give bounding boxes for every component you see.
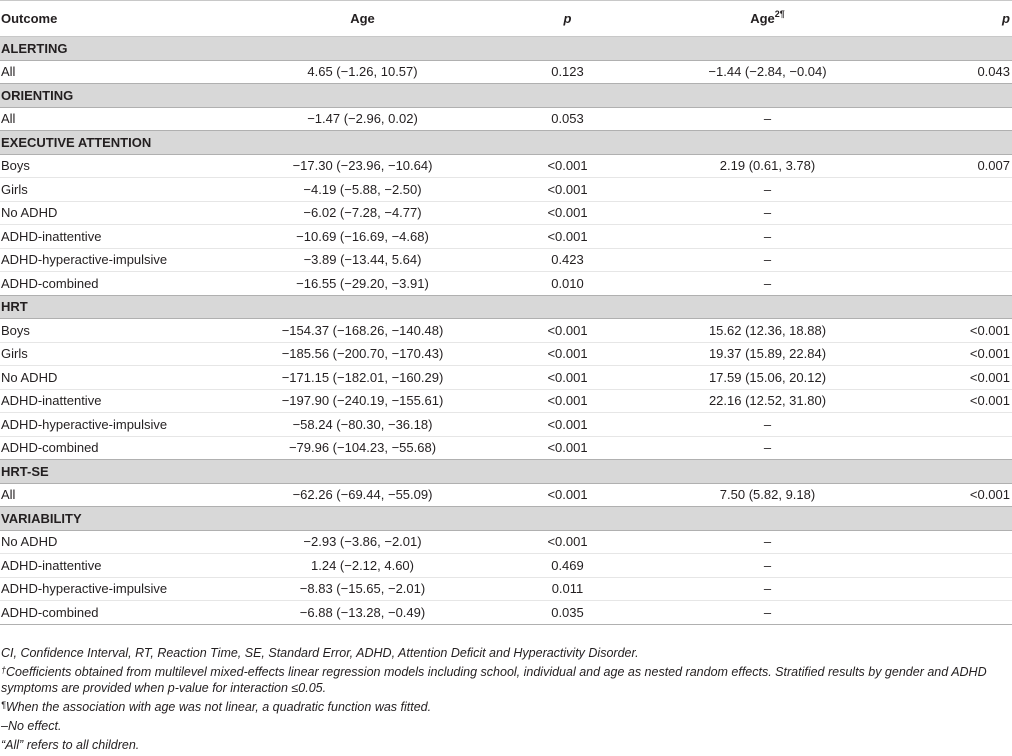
row-label: ADHD-hyperactive-impulsive <box>0 577 212 601</box>
header-age2-superscript: 2¶ <box>774 9 785 19</box>
footnote-text: CI, Confidence Interval, RT, Reaction Time, SE, Standard Error, ADHD, Attention Deficit and Hyperactivity Disorder. <box>1 646 639 660</box>
footnote <box>1 645 1009 661</box>
age-squared-coefficient: – <box>622 554 912 578</box>
age-squared-p-value <box>912 577 1012 601</box>
section-header-row <box>0 295 1012 319</box>
age-squared-coefficient: – <box>622 577 912 601</box>
age-p-value: <0.001 <box>512 389 622 413</box>
age-coefficient: −197.90 (−240.19, −155.61) <box>212 389 512 413</box>
age-p-value: <0.001 <box>512 483 622 507</box>
age-p-value: <0.001 <box>512 530 622 554</box>
age-p-value: 0.053 <box>512 107 622 131</box>
age-squared-p-value <box>912 554 1012 578</box>
row-label: ADHD-inattentive <box>0 389 212 413</box>
age-squared-coefficient: 2.19 (0.61, 3.78) <box>622 154 912 178</box>
table-row <box>0 225 1012 249</box>
age-p-value: 0.011 <box>512 577 622 601</box>
footnote-text: When the association with age was not linear, a quadratic function was fitted. <box>5 700 432 714</box>
age-p-value: <0.001 <box>512 436 622 460</box>
row-label: Girls <box>0 178 212 202</box>
section-title: HRT <box>0 295 1012 319</box>
age-squared-coefficient: 17.59 (15.06, 20.12) <box>622 366 912 390</box>
section-title: ORIENTING <box>0 84 1012 108</box>
age-p-value: <0.001 <box>512 154 622 178</box>
table-footnotes <box>1 645 1009 756</box>
table-row <box>0 483 1012 507</box>
age-coefficient: −185.56 (−200.70, −170.43) <box>212 342 512 366</box>
age-coefficient: −10.69 (−16.69, −4.68) <box>212 225 512 249</box>
section-header-row <box>0 131 1012 155</box>
table-row <box>0 342 1012 366</box>
row-label: Boys <box>0 154 212 178</box>
row-label: No ADHD <box>0 366 212 390</box>
table-row <box>0 107 1012 131</box>
row-label: All <box>0 107 212 131</box>
header-outcome: Outcome <box>0 1 212 37</box>
age-squared-p-value <box>912 601 1012 625</box>
row-label: ADHD-combined <box>0 272 212 296</box>
table-body <box>0 37 1012 625</box>
age-squared-coefficient: – <box>622 530 912 554</box>
table-row <box>0 201 1012 225</box>
age-coefficient: −2.93 (−3.86, −2.01) <box>212 530 512 554</box>
table-row <box>0 178 1012 202</box>
age-coefficient: −8.83 (−15.65, −2.01) <box>212 577 512 601</box>
age-squared-p-value <box>912 178 1012 202</box>
header-age: Age <box>212 1 512 37</box>
age-squared-coefficient: 7.50 (5.82, 9.18) <box>622 483 912 507</box>
table-row <box>0 530 1012 554</box>
age-squared-coefficient: −1.44 (−2.84, −0.04) <box>622 60 912 84</box>
age-squared-p-value: 0.043 <box>912 60 1012 84</box>
age-p-value: <0.001 <box>512 319 622 343</box>
table-row <box>0 577 1012 601</box>
row-label: ADHD-inattentive <box>0 554 212 578</box>
age-squared-p-value <box>912 107 1012 131</box>
row-label: All <box>0 483 212 507</box>
table-row <box>0 601 1012 625</box>
age-squared-p-value: 0.007 <box>912 154 1012 178</box>
table-row <box>0 319 1012 343</box>
age-squared-coefficient: – <box>622 413 912 437</box>
row-label: ADHD-hyperactive-impulsive <box>0 413 212 437</box>
age-p-value: 0.035 <box>512 601 622 625</box>
table-row <box>0 154 1012 178</box>
age-coefficient: −62.26 (−69.44, −55.09) <box>212 483 512 507</box>
age-squared-p-value <box>912 436 1012 460</box>
footnote-text: Coefficients obtained from multilevel mixed-effects linear regression models including school, individual and age as nested random effects. Stratified results by gender and ADHD symptoms are provided when p-value for interaction ≤0.05. <box>1 665 987 695</box>
footnote-marker: † <box>1 665 7 675</box>
age-squared-p-value: <0.001 <box>912 342 1012 366</box>
age-squared-p-value: <0.001 <box>912 389 1012 413</box>
age-coefficient: 4.65 (−1.26, 10.57) <box>212 60 512 84</box>
table-row <box>0 366 1012 390</box>
table-row <box>0 272 1012 296</box>
age-p-value: <0.001 <box>512 366 622 390</box>
section-title: HRT-SE <box>0 460 1012 484</box>
table-row <box>0 60 1012 84</box>
age-squared-p-value <box>912 248 1012 272</box>
age-squared-p-value <box>912 272 1012 296</box>
age-coefficient: −6.02 (−7.28, −4.77) <box>212 201 512 225</box>
header-p-age: p <box>512 1 622 37</box>
section-title: VARIABILITY <box>0 507 1012 531</box>
age-coefficient: −58.24 (−80.30, −36.18) <box>212 413 512 437</box>
footnote-text: “All” refers to all children. <box>1 738 140 752</box>
table-row <box>0 436 1012 460</box>
age-squared-coefficient: 22.16 (12.52, 31.80) <box>622 389 912 413</box>
row-label: ADHD-combined <box>0 601 212 625</box>
section-header-row <box>0 507 1012 531</box>
age-squared-coefficient: – <box>622 248 912 272</box>
age-coefficient: −16.55 (−29.20, −3.91) <box>212 272 512 296</box>
age-squared-coefficient: – <box>622 201 912 225</box>
age-squared-coefficient: – <box>622 178 912 202</box>
age-squared-p-value: <0.001 <box>912 483 1012 507</box>
footnote <box>1 737 1009 753</box>
section-title: EXECUTIVE ATTENTION <box>0 131 1012 155</box>
header-age2-label: Age <box>750 11 775 26</box>
age-coefficient: −6.88 (−13.28, −0.49) <box>212 601 512 625</box>
row-label: ADHD-combined <box>0 436 212 460</box>
age-coefficient: −1.47 (−2.96, 0.02) <box>212 107 512 131</box>
age-p-value: <0.001 <box>512 201 622 225</box>
age-p-value: <0.001 <box>512 178 622 202</box>
age-p-value: <0.001 <box>512 225 622 249</box>
age-squared-coefficient: 15.62 (12.36, 18.88) <box>622 319 912 343</box>
header-p-age-squared: p <box>912 1 1012 37</box>
age-squared-p-value <box>912 413 1012 437</box>
age-coefficient: −3.89 (−13.44, 5.64) <box>212 248 512 272</box>
section-header-row <box>0 84 1012 108</box>
age-coefficient: −171.15 (−182.01, −160.29) <box>212 366 512 390</box>
age-squared-coefficient: 19.37 (15.89, 22.84) <box>622 342 912 366</box>
footnote <box>1 718 1009 734</box>
section-title: ALERTING <box>0 37 1012 61</box>
footnote-marker: ¶ <box>1 700 6 710</box>
age-p-value: <0.001 <box>512 342 622 366</box>
age-coefficient: −79.96 (−104.23, −55.68) <box>212 436 512 460</box>
age-squared-p-value <box>912 201 1012 225</box>
age-p-value: 0.123 <box>512 60 622 84</box>
header-age-squared <box>622 1 912 37</box>
table-row <box>0 389 1012 413</box>
age-squared-p-value <box>912 530 1012 554</box>
age-p-value: <0.001 <box>512 413 622 437</box>
age-squared-coefficient: – <box>622 225 912 249</box>
age-coefficient: −17.30 (−23.96, −10.64) <box>212 154 512 178</box>
section-header-row <box>0 460 1012 484</box>
age-squared-p-value <box>912 225 1012 249</box>
age-coefficient: −154.37 (−168.26, −140.48) <box>212 319 512 343</box>
row-label: All <box>0 60 212 84</box>
section-header-row <box>0 37 1012 61</box>
age-squared-p-value: <0.001 <box>912 319 1012 343</box>
row-label: Girls <box>0 342 212 366</box>
age-squared-coefficient: – <box>622 601 912 625</box>
age-squared-coefficient: – <box>622 272 912 296</box>
age-p-value: 0.469 <box>512 554 622 578</box>
row-label: ADHD-inattentive <box>0 225 212 249</box>
footnote <box>1 699 1009 715</box>
row-label: No ADHD <box>0 201 212 225</box>
footnote <box>1 664 1009 696</box>
age-squared-coefficient: – <box>622 436 912 460</box>
table-row <box>0 248 1012 272</box>
age-squared-p-value: <0.001 <box>912 366 1012 390</box>
row-label: Boys <box>0 319 212 343</box>
age-p-value: 0.423 <box>512 248 622 272</box>
age-squared-coefficient: – <box>622 107 912 131</box>
age-p-value: 0.010 <box>512 272 622 296</box>
row-label: No ADHD <box>0 530 212 554</box>
age-coefficient: 1.24 (−2.12, 4.60) <box>212 554 512 578</box>
table-row <box>0 413 1012 437</box>
table-row <box>0 554 1012 578</box>
row-label: ADHD-hyperactive-impulsive <box>0 248 212 272</box>
footnote-text: –No effect. <box>1 719 62 733</box>
table-header-row <box>0 1 1012 37</box>
age-coefficient: −4.19 (−5.88, −2.50) <box>212 178 512 202</box>
